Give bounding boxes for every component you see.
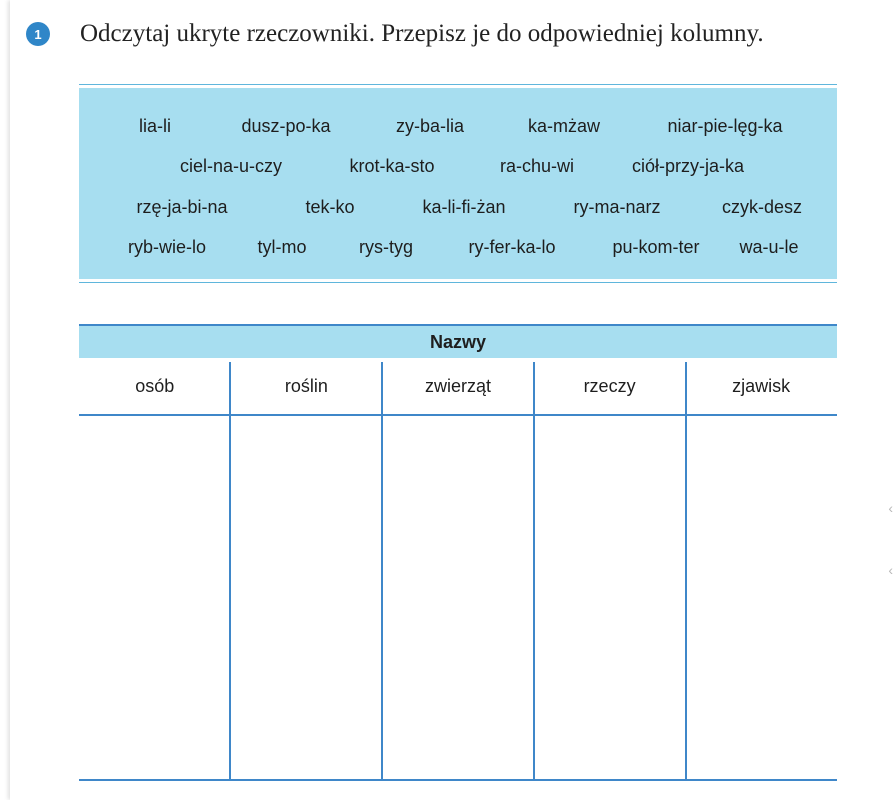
scrambled-word: lia-li	[138, 116, 172, 136]
scrambled-word: ry-ma-narz	[573, 197, 661, 217]
hidden-words-box	[79, 84, 837, 283]
scrambled-word: tyl-mo	[257, 237, 307, 257]
scrambled-word: czyk-desz	[721, 197, 803, 217]
column-header-things: rzeczy	[583, 375, 636, 396]
word-row-1	[79, 116, 837, 142]
column-header-animals: zwierząt	[424, 375, 491, 396]
page-edge-mark-icon: ‹	[888, 562, 893, 578]
scrambled-word: dusz-po-ka	[241, 116, 331, 136]
scrambled-word: ka-mżaw	[527, 116, 601, 136]
answer-cell-people[interactable]	[79, 416, 229, 779]
scrambled-word: ry-fer-ka-lo	[468, 237, 556, 257]
scrambled-word: pu-kom-ter	[612, 237, 700, 257]
hidden-words-panel	[79, 88, 837, 279]
scrambled-word: krot-ka-sto	[349, 156, 435, 176]
answer-cell-things[interactable]	[535, 416, 685, 779]
word-row-3	[79, 197, 837, 223]
page-edge-mark-icon: ‹	[888, 500, 893, 516]
task-header	[26, 20, 764, 48]
column-header-people: osób	[135, 375, 175, 396]
answer-cell-plants[interactable]	[231, 416, 381, 779]
answer-cell-phenomena[interactable]	[687, 416, 837, 779]
scrambled-word: rzę-ja-bi-na	[136, 197, 228, 217]
scrambled-word: wa-u-le	[739, 237, 799, 257]
scrambled-word: ciel-na-u-czy	[179, 156, 283, 176]
workbook-page	[10, 0, 893, 800]
column-header-plants: roślin	[284, 375, 328, 396]
scrambled-word: tek-ko	[305, 197, 355, 217]
scrambled-word: rys-tyg	[359, 237, 413, 257]
scrambled-word: zy-ba-lia	[395, 116, 465, 136]
scrambled-word: niar-pie-lęg-ka	[667, 116, 783, 136]
word-row-2	[79, 156, 837, 182]
names-table	[79, 324, 837, 781]
scrambled-word: ra-chu-wi	[499, 156, 575, 176]
task-number-badge: 1	[26, 22, 50, 46]
word-row-4	[79, 237, 837, 263]
column-headers	[79, 362, 837, 416]
column-header-phenomena: zjawisk	[732, 375, 791, 396]
answer-cell-animals[interactable]	[383, 416, 533, 779]
table-title: Nazwy	[79, 326, 837, 358]
scrambled-word: ciół-przy-ja-ka	[631, 156, 745, 176]
scrambled-word: ryb-wie-lo	[127, 237, 207, 257]
task-instruction: Odczytaj ukryte rzeczowniki. Przepisz je do odpowiedniej kolumny.	[80, 20, 764, 47]
scrambled-word: ka-li-fi-żan	[422, 197, 506, 217]
